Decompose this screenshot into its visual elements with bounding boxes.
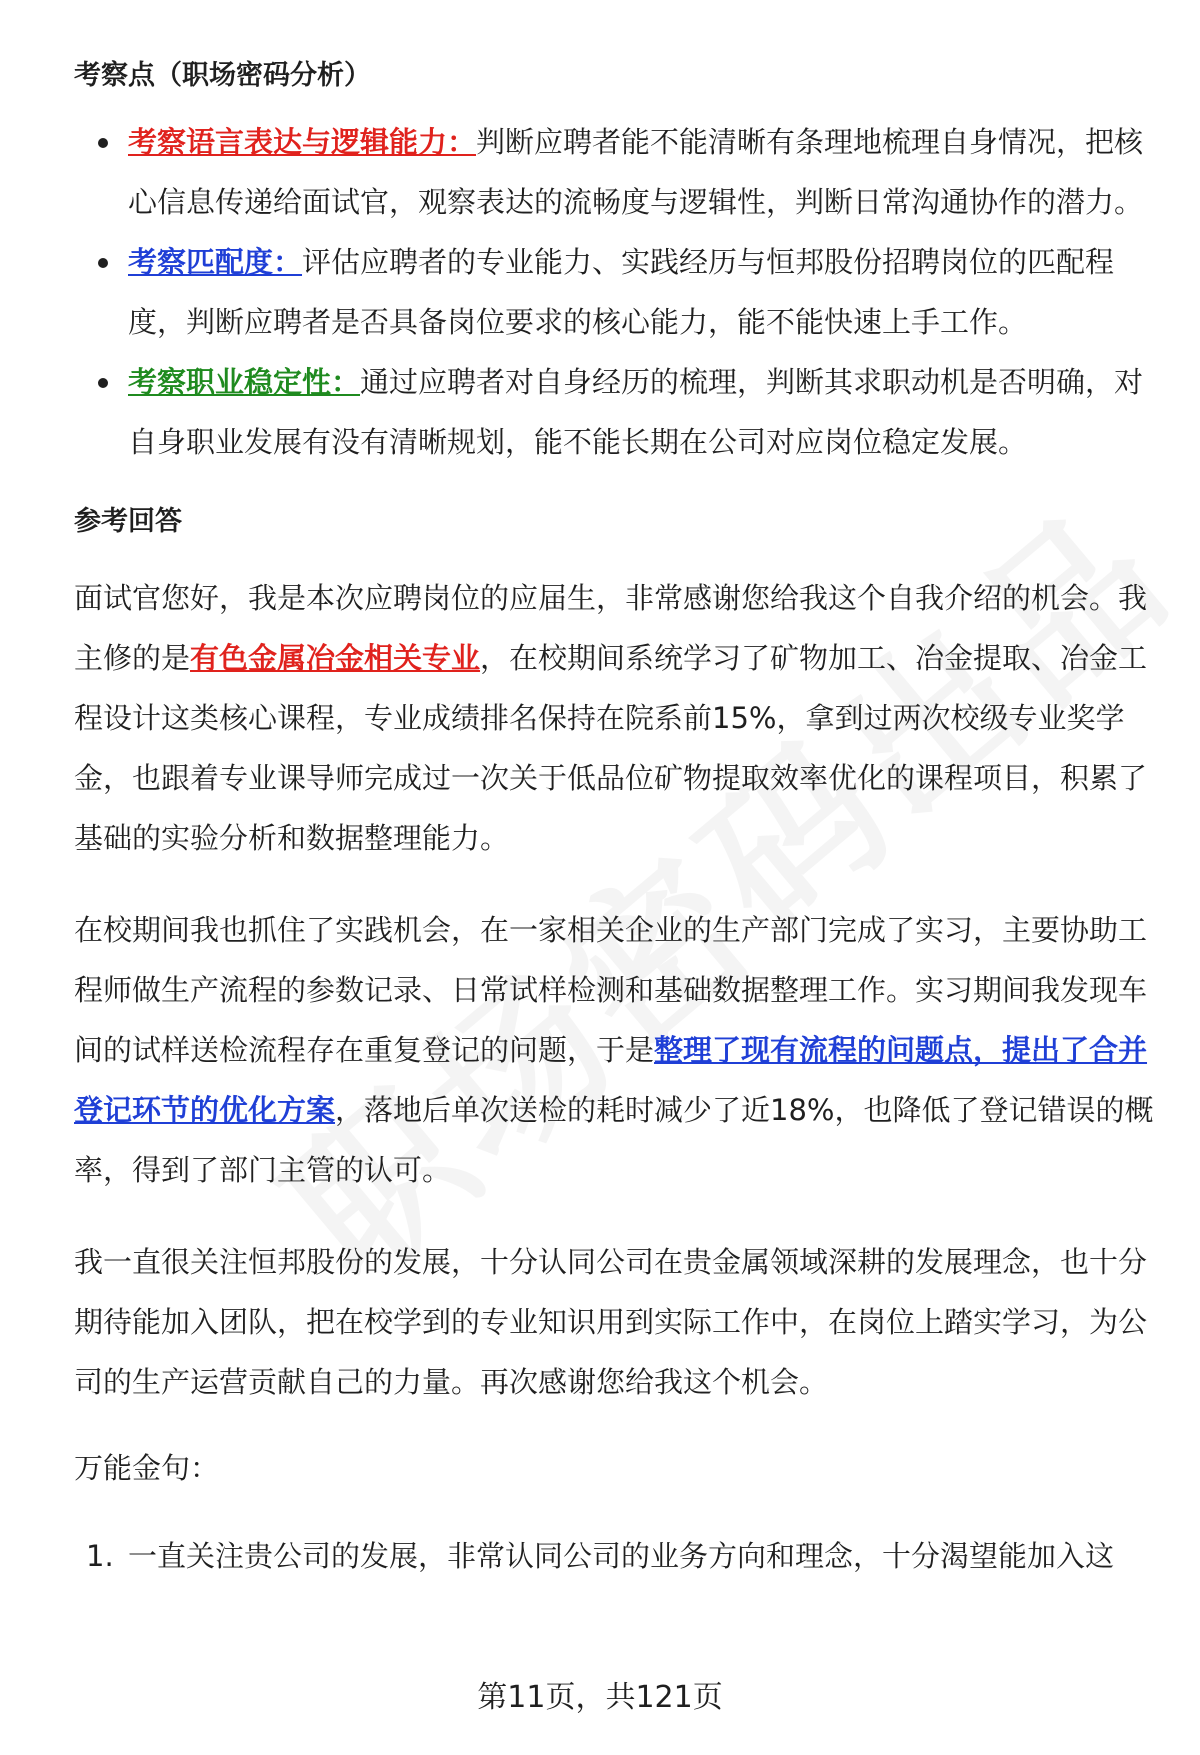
paragraph-text: 在校期间我也抓住了实践机会，在一家相关企业的生产部门完成了实习，主要协助工程师做生产流程的参数记录、日常试样检测和基础数据整理工作。实习期间我发现车间的试样送检流程存在重复登记的问题，于是 [74, 913, 1148, 1067]
section-title-reference-answer: 参考回答 [74, 506, 182, 537]
bullet-label-match: 考察匹配度： [128, 245, 303, 279]
paragraph-text: 面试官您好，我是本次应聘岗位的应届生，非常感谢您给我这个自我介绍的机会。我主修的是 [74, 581, 1148, 675]
bullet-label-stability: 考察职业稳定性： [128, 365, 361, 399]
paragraph-text: ，落地后单次送检的耗时减少了近18%，也降低了登记错误的概率，得到了部门主管的认可。 [74, 1093, 1154, 1187]
bullet-text: 通过应聘者对自身经历的梳理，判断其求职动机是否明确，对自身职业发展有没有清晰规划，能不能长期在公司对应岗位稳定发展。 [128, 365, 1144, 459]
bullet-label-expression: 考察语言表达与逻辑能力： [128, 125, 477, 159]
highlight-major: 有色金属冶金相关专业 [190, 641, 481, 675]
list-item [74, 232, 1154, 352]
bullet-text: 评估应聘者的专业能力、实践经历与恒邦股份招聘岗位的匹配程度，判断应聘者是否具备岗位要求的核心能力，能不能快速上手工作。 [128, 245, 1115, 339]
highlight-optimization: 整理了现有流程的问题点，提出了合并登记环节的优化方案 [74, 1033, 1148, 1127]
bullet-text: 判断应聘者能不能清晰有条理地梳理自身情况，把核心信息传递给面试官，观察表达的流畅度与逻辑性，判断日常沟通协作的潜力。 [128, 125, 1144, 219]
answer-paragraph-3: 我一直很关注恒邦股份的发展，十分认同公司在贵金属领域深耕的发展理念，也十分期待能加入团队，把在校学到的专业知识用到实际工作中，在岗位上踏实学习，为公司的生产运营贡献自己的力量。再次感谢您给我这个机会。 [74, 1245, 1148, 1399]
paragraph-text: ，在校期间系统学习了矿物加工、冶金提取、冶金工程设计这类核心课程，专业成绩排名保持在院系前15%，拿到过两次校级专业奖学金，也跟着专业课导师完成过一次关于低品位矿物提取效率优化的课程项目，积累了基础的实验分析和数据整理能力。 [74, 641, 1148, 855]
page-number-footer: 第11页，共121页 [477, 1680, 723, 1715]
list-item [74, 112, 1154, 232]
list-item [74, 352, 1154, 472]
exam-points-list [74, 112, 1154, 472]
list-number: 1. [86, 1539, 114, 1573]
section-title-golden-sentences: 万能金句： [74, 1451, 220, 1485]
list-item [74, 1526, 1154, 1586]
answer-paragraph-2 [74, 900, 1154, 1200]
answer-paragraph-1 [74, 568, 1154, 868]
golden-sentences-list [74, 1526, 1154, 1586]
list-text: 一直关注贵公司的发展，非常认同公司的业务方向和理念，十分渴望能加入这 [128, 1539, 1115, 1573]
document-page [74, 56, 1154, 1586]
section-title-exam-points: 考察点（职场密码分析） [74, 60, 371, 91]
